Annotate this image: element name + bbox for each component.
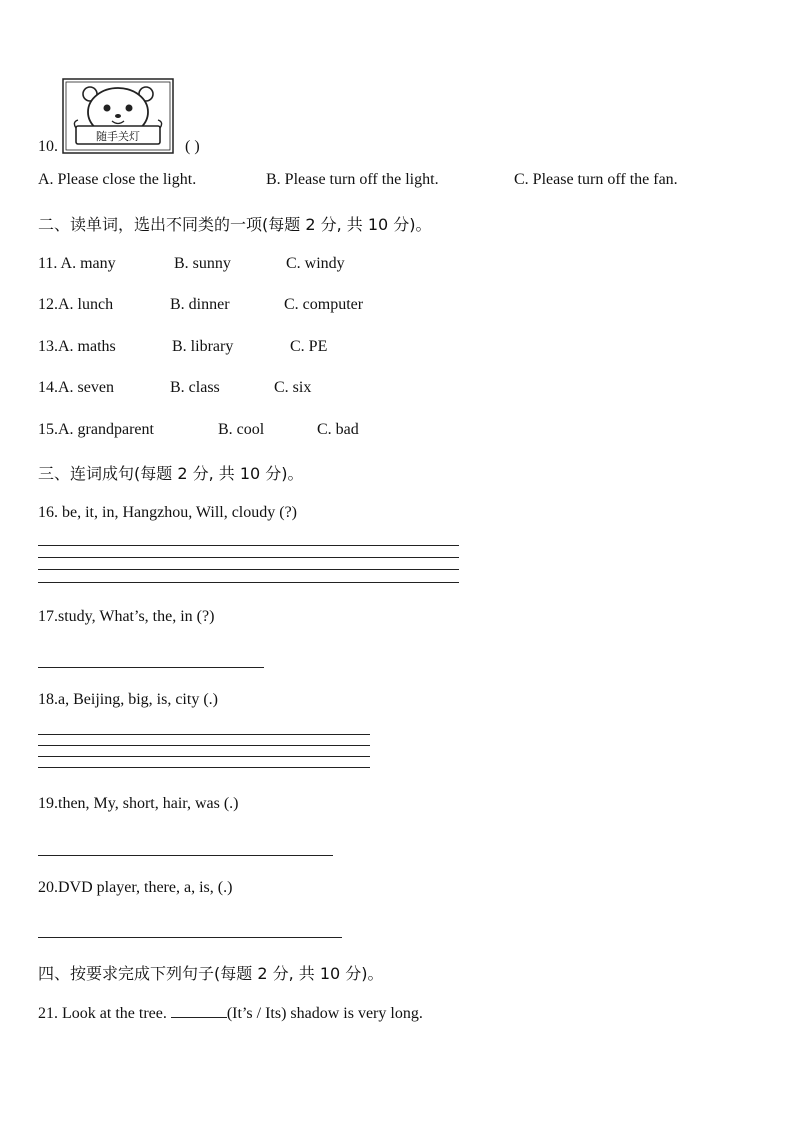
answer-blank[interactable] — [171, 1003, 227, 1018]
option-c: C. windy — [286, 255, 345, 272]
option-b: B. class — [170, 379, 220, 396]
section-2-heading: 二、读单词，选出不同类的一项(每题 2 分, 共 10 分)。 — [38, 215, 432, 234]
question-12 — [38, 296, 113, 314]
question-11 — [38, 255, 116, 273]
question-14 — [38, 379, 114, 397]
question-21-rest: (It’s / Its) shadow is very long. — [226, 1005, 423, 1022]
answer-line[interactable] — [38, 855, 333, 856]
answer-paren: ( ) — [185, 138, 200, 155]
option-b: B. dinner — [170, 296, 230, 313]
option-c: C. computer — [284, 296, 364, 313]
question-17: 17.study, What’s, the, in (?) — [38, 608, 215, 625]
section-3-heading: 三、连词成句(每题 2 分, 共 10 分)。 — [38, 464, 304, 483]
option-a: A. many — [60, 255, 116, 272]
answer-line[interactable] — [38, 745, 370, 746]
option-a: A. seven — [58, 379, 114, 396]
option-c: C. bad — [317, 421, 359, 438]
option-b: B. sunny — [174, 255, 231, 272]
question-15 — [38, 421, 154, 439]
option-a: A. grandparent — [58, 421, 154, 438]
answer-line[interactable] — [38, 767, 370, 768]
question-number: 12. — [38, 296, 58, 313]
question-13 — [38, 338, 116, 356]
question-number: 15. — [38, 421, 58, 438]
question-21 — [38, 1003, 423, 1023]
q10-option-b: B. Please turn off the light. — [266, 171, 439, 188]
option-c: C. six — [274, 379, 312, 396]
sign-text: 随手关灯 — [96, 130, 140, 143]
option-c: C. PE — [290, 338, 328, 355]
answer-line[interactable] — [38, 557, 459, 558]
option-a: A. maths — [58, 338, 116, 355]
answer-line[interactable] — [38, 545, 459, 546]
q10-option-a: A. Please close the light. — [38, 171, 197, 188]
answer-line[interactable] — [38, 734, 370, 735]
question-10-number: 10. — [38, 138, 58, 155]
option-b: B. cool — [218, 421, 265, 438]
answer-line[interactable] — [38, 582, 459, 583]
question-number: 11. — [38, 255, 58, 272]
question-number: 14. — [38, 379, 58, 396]
answer-line[interactable] — [38, 937, 342, 938]
option-a: A. lunch — [58, 296, 114, 313]
question-18: 18.a, Beijing, big, is, city (.) — [38, 691, 218, 708]
question-19: 19.then, My, short, hair, was (.) — [38, 795, 239, 812]
answer-line[interactable] — [38, 756, 370, 757]
answer-line[interactable] — [38, 667, 264, 668]
section-4-heading: 四、按要求完成下列句子(每题 2 分, 共 10 分)。 — [38, 964, 384, 983]
question-number: 13. — [38, 338, 58, 355]
question-21-prompt: 21. Look at the tree. — [38, 1005, 171, 1022]
bear-sign-image — [62, 78, 174, 154]
option-b: B. library — [172, 338, 234, 355]
question-20: 20.DVD player, there, a, is, (.) — [38, 879, 233, 896]
q10-option-c: C. Please turn off the fan. — [514, 171, 678, 188]
answer-line[interactable] — [38, 569, 459, 570]
question-16: 16. be, it, in, Hangzhou, Will, cloudy (?) — [38, 504, 298, 521]
